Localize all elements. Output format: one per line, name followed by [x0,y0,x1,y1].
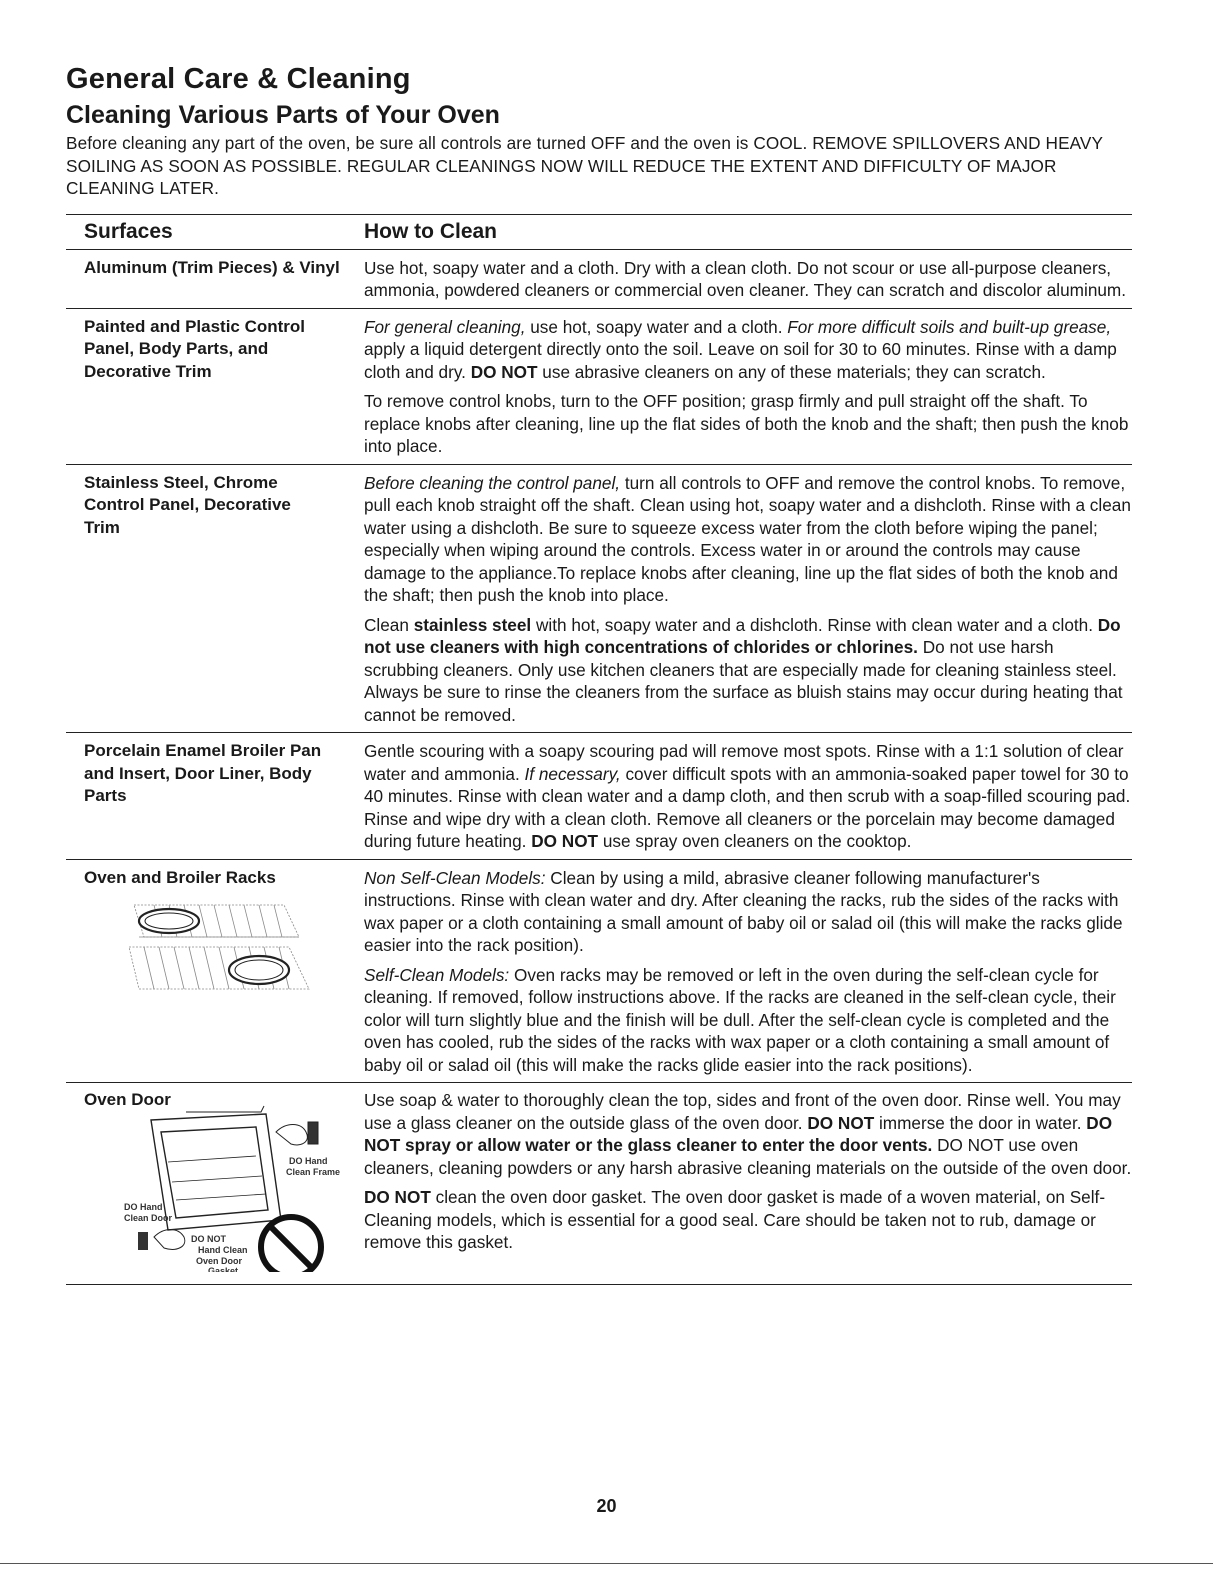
label-do-hand-clean-frame-2: Clean Frame [286,1166,341,1177]
header-surfaces: Surfaces [84,219,173,243]
italic-text: If necessary, [524,763,621,784]
table-row [66,465,1132,734]
text-run: use spray oven cleaners on the cooktop. [598,831,912,851]
instruction-paragraph [364,316,1132,384]
cleaning-instructions [364,867,1132,1077]
instruction-paragraph [364,614,1132,727]
italic-text: Self-Clean Models: [364,964,510,985]
prohibition-icon [261,1217,321,1272]
text-run: with hot, soapy water and a dishcloth. Rinse with clean water and a cloth. [531,614,1098,635]
bold-text: stainless steel [413,614,532,635]
bold-text: DO NOT [470,361,538,382]
table-row [66,250,1132,309]
intro-paragraph: Before cleaning any part of the oven, be sure all controls are turned OFF and the oven is COOL. REMOVE SPILLOVERS AND HEAVY SOILING AS SOON AS POSSIBLE. REGULAR CLEANINGS NOW WILL REDUCE THE EXTENT AND DIFFICULTY OF MAJOR CLEANING LATER. [66,133,1103,198]
text-run: clean the oven door gasket. The oven door gasket is made of a woven material, on Self-Cleaning models, which is essential for a good seal. Care should be taken not to rub, damage or remove this gasket. [364,1187,1106,1252]
text-run: Use soap & water to thoroughly clean the top, sides and front of the oven door. Rinse well. You may use a glass cleaner on the outside glass of the oven door. [364,1090,1121,1133]
bold-text: DO NOT [531,831,599,851]
surface-label: Aluminum (Trim Pieces) & Vinyl [84,257,340,277]
text-run: use abrasive cleaners on any of these materials; they can scratch. [537,361,1046,382]
text-run: Do not use harsh scrubbing cleaners. Only use kitchen cleaners that are especially made for cleaning stainless steel. Always be sure to rinse the cleaners from the surface as bluish stains may occur during heating that cannot be removed. [364,637,1123,725]
text-run: Clean [364,614,414,635]
text-run: turn all controls to OFF and remove the control knobs. To remove, pull each knob straight off the shaft. Clean using hot, soapy water and a dishcloth. Rinse with a clean water using a dishcloth. Be sure to squeeze excess water from the cloth before wiping the panel; especially when wiping around the controls. Excess water in or around the controls may cause damage to the appliance.To replace knobs after cleaning, line up the flat sides of both the knob and the shaft; then push the knob into place. [364,472,1131,605]
page-number: 20 [596,1496,617,1516]
bold-text: DO NOT [807,1112,875,1133]
label-do-not-2: Hand Clean [198,1244,248,1255]
italic-text: For more difficult soils and built-up grease, [787,316,1112,337]
instruction-paragraph: To remove control knobs, turn to the OFF position; grasp firmly and pull straight off the shaft. To replace knobs after cleaning, line up the flat sides of both the knob and the shaft; then push the knob into place. [364,391,1129,456]
header-how-to-clean: How to Clean [364,219,498,243]
sponge-icon [138,1232,148,1250]
surface-label: Porcelain Enamel Broiler Pan and Insert, Door Liner, Body Parts [84,741,322,805]
instruction-paragraph [364,740,1132,853]
instruction-paragraph [364,964,1132,1077]
instruction-paragraph [364,867,1132,957]
instruction-paragraph: Use hot, soapy water and a cloth. Dry with a clean cloth. Do not scour or use all-purpose cleaners, ammonia, powdered cleaners or commercial oven cleaner. They can scratch and discolor aluminum. [364,257,1127,300]
surface-label: Painted and Plastic Control Panel, Body Parts, and Decorative Trim [84,316,306,381]
bold-text: DO NOT spray or allow water or the glass cleaner to enter the door vents. [364,1112,1113,1155]
table-row [66,309,1132,465]
bold-text: Do not use cleaners with high concentrations of chlorides or chlorines. [364,614,1121,657]
instruction-paragraph [364,472,1132,607]
table-header [66,215,1132,250]
table-row [66,860,1132,1084]
surface-label: Oven Door [84,1090,171,1109]
table-row [66,733,1132,860]
italic-text: Non Self-Clean Models: [364,867,546,888]
text-run: Oven racks may be removed or left in the oven during the self-clean cycle for cleaning. If removed, follow instructions above. If the racks are cleaned in the self-clean cycle, their color will turn slightly blue and the finish will be dull. After the self-clean cycle is completed and the oven has cooled, rub the sides of the racks with wax paper or a cloth containing a small amount of baby oil or salad oil (this will make the racks glide easier into the rack positions). [364,964,1116,1075]
cleaning-instructions [364,740,1132,853]
cleaning-instructions [364,257,1132,302]
surface-cell [66,1089,364,1278]
text-run: cover difficult spots with an ammonia-soaked paper towel for 30 to 40 minutes. Rinse with clean water and a damp cloth, and then scrub with a soap-filled scouring pad. Rinse and wipe dry with a clean cloth. Remove all cleaners or the porcelain may become damaged during future heating. [364,763,1131,851]
bottom-divider [0,1563,1213,1564]
cleaning-instructions [364,1089,1132,1278]
text-run: immerse the door in water. [874,1112,1087,1133]
section-title: Cleaning Various Parts of Your Oven [66,101,500,129]
label-do-not-3: Oven Door [196,1255,243,1266]
surface-label: Stainless Steel, Chrome Control Panel, Decorative Trim [84,472,291,537]
page-title: General Care & Cleaning [66,63,411,95]
label-do-hand-clean-frame-1: DO Hand [289,1155,328,1166]
table-row [66,1083,1132,1285]
cleaning-table [66,214,1132,1286]
text-run: Gentle scouring with a soapy scouring pad will remove most spots. Rinse with a 1:1 solution of clear water and ammonia. [364,741,1124,784]
oven-racks-illustration [84,897,324,997]
label-do-hand-clean-door-1: DO Hand [124,1201,163,1212]
label-do-not-1: DO NOT [191,1233,226,1244]
bold-text: DO NOT [364,1187,431,1207]
cleaning-instructions [364,472,1132,727]
cleaning-instructions [364,316,1132,458]
instruction-paragraph [364,1089,1132,1179]
surface-cell [66,867,364,1077]
label-do-hand-clean-door-2: Clean Door [124,1212,173,1223]
text-run: use hot, soapy water and a cloth. [525,316,788,337]
italic-text: For general cleaning, [364,316,526,337]
label-do-not-4: Gasket [208,1265,239,1272]
text-run: apply a liquid detergent directly onto the soil. Leave on soil for 30 to 60 minutes. Rinse with a damp cloth and dry. [364,339,1117,382]
surface-label: Oven and Broiler Racks [84,867,276,887]
text-run: Clean by using a mild, abrasive cleaner following manufacturer's instructions. Rinse with clean water and dry. After cleaning the racks, rub the sides of the racks with wax paper or a cloth containing a small amount of baby oil or salad oil (this will make the racks glide easier into the rack position). [364,867,1123,955]
oven-door-illustration [76,1092,346,1272]
text-run: DO NOT use oven cleaners, cleaning powders or any harsh abrasive cleaning materials on the outside of the oven door. [364,1135,1132,1178]
page-content [66,62,1132,1285]
italic-text: Before cleaning the control panel, [364,472,621,493]
instruction-paragraph [364,1186,1132,1254]
